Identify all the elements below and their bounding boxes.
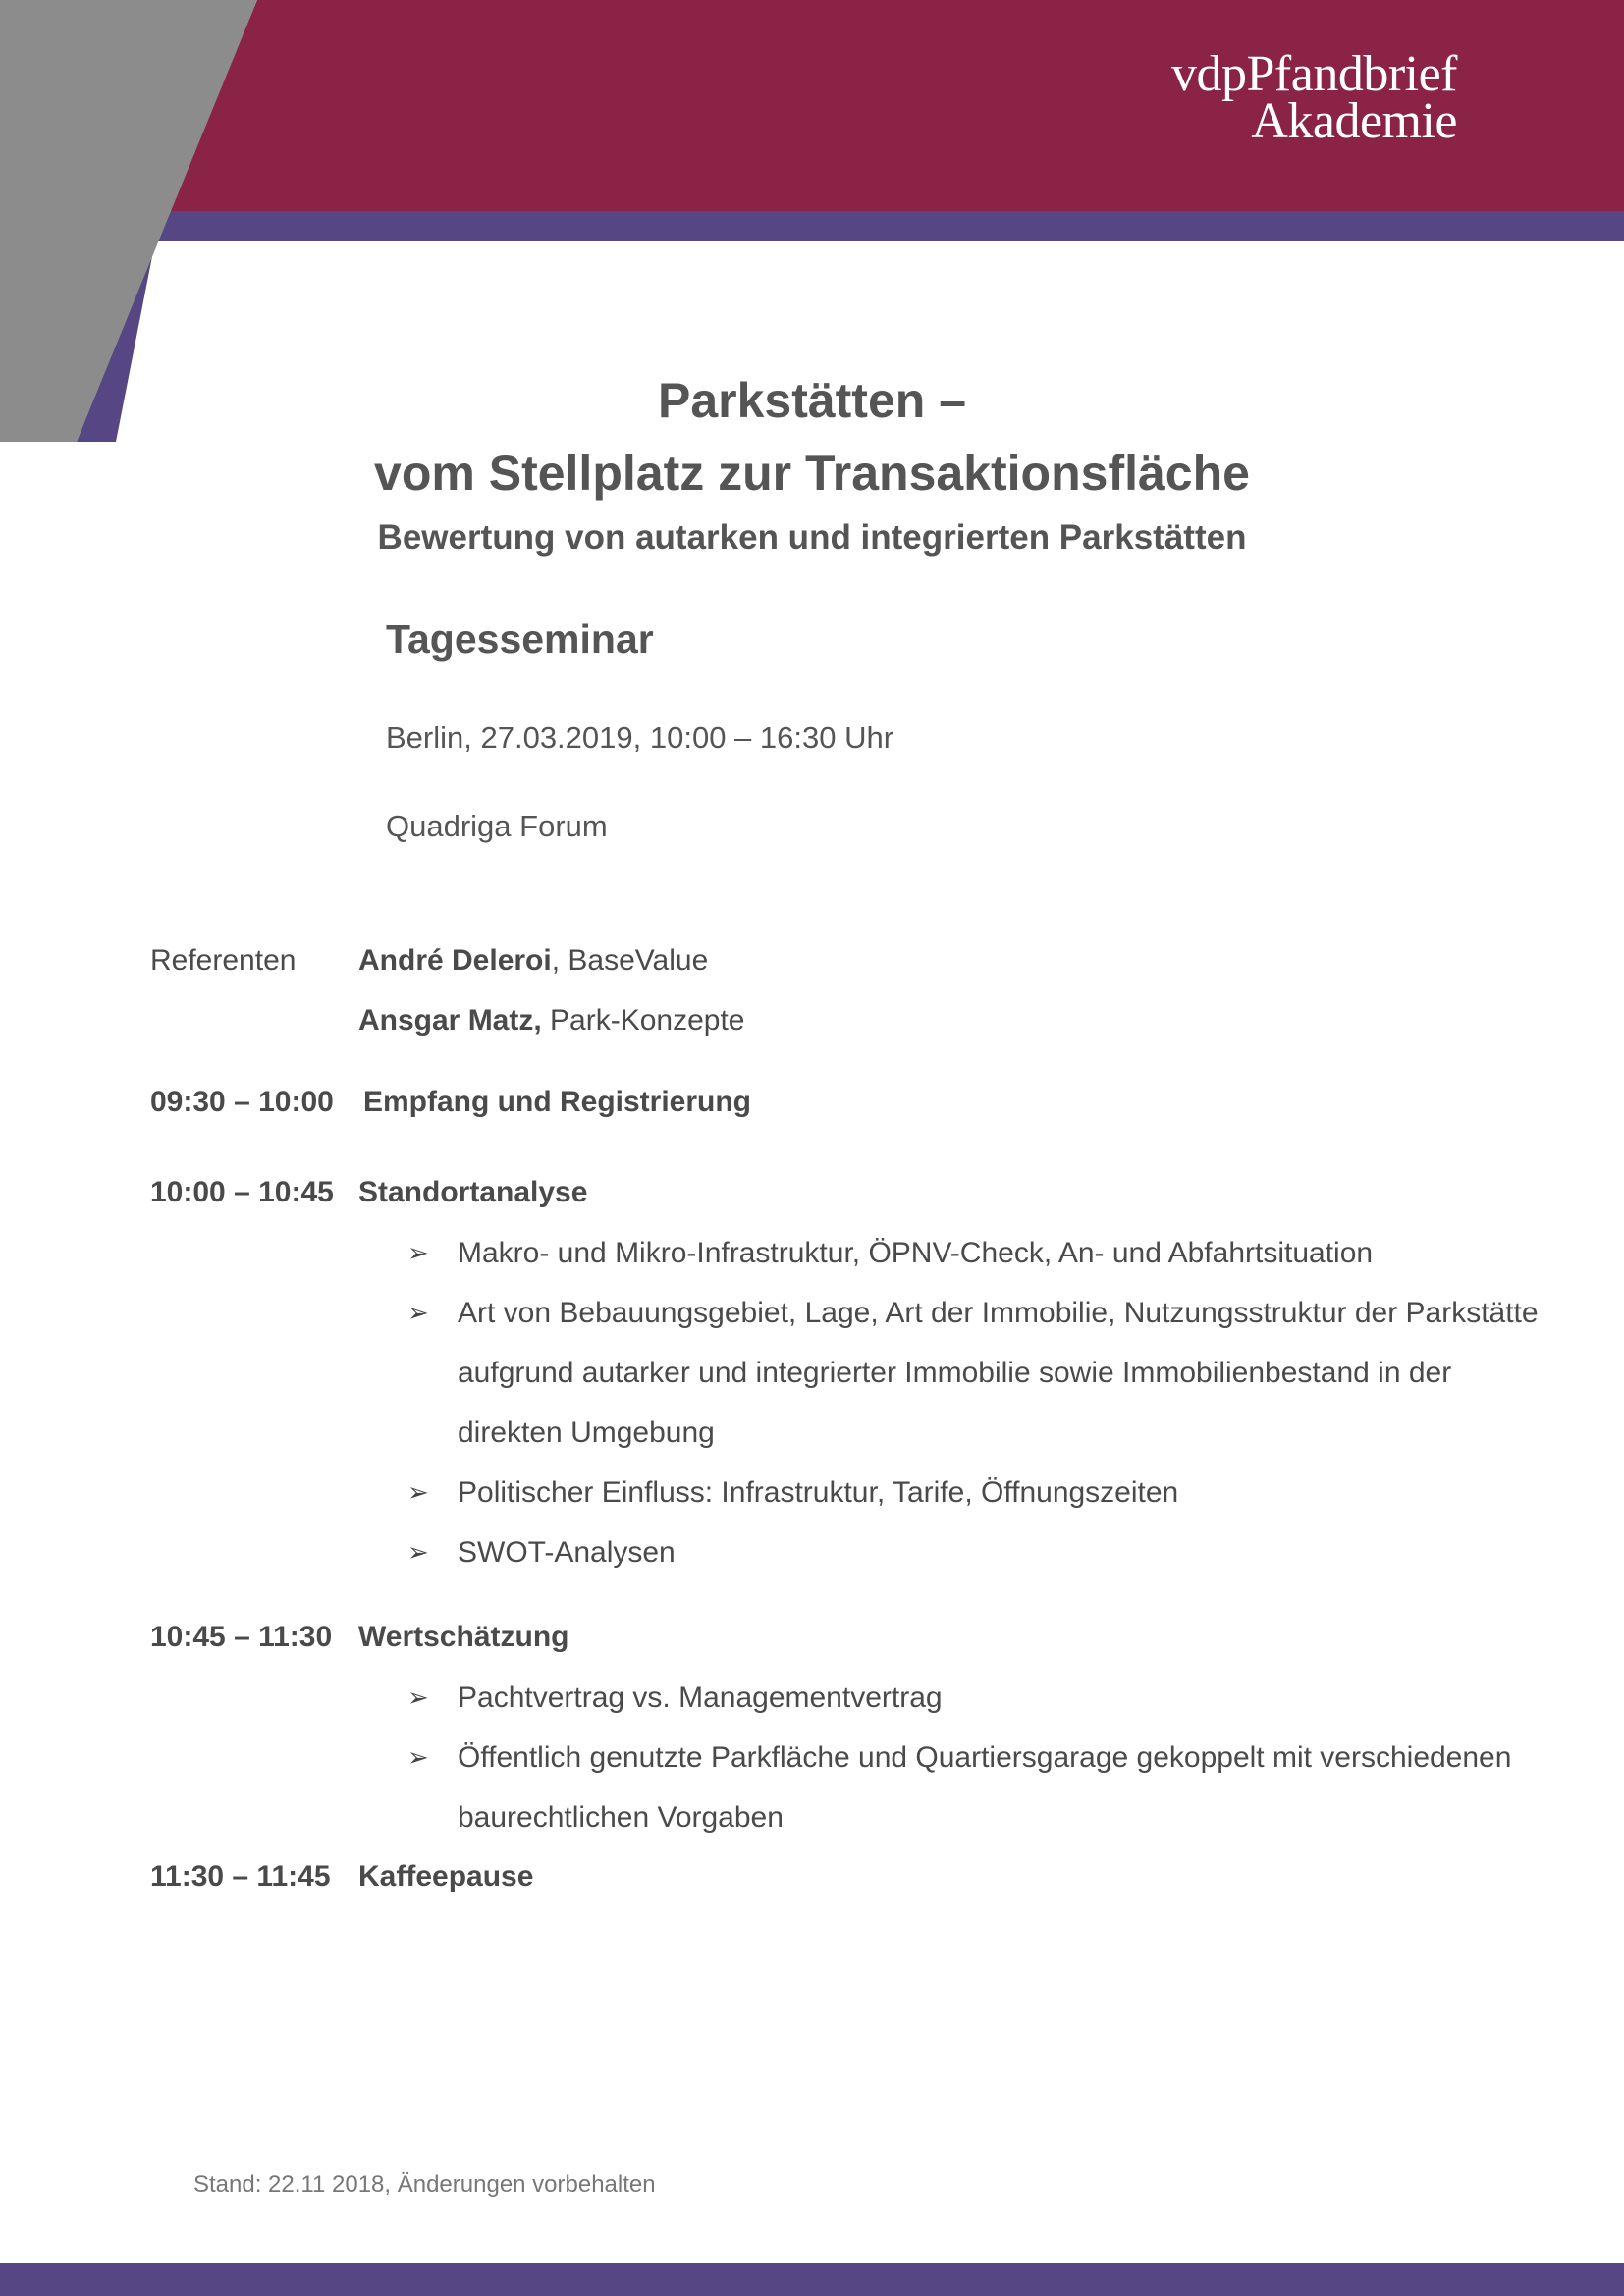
subtitle: Bewertung von autarken und integrierten Parkstätten	[377, 518, 1247, 557]
seminar-type: Tagesseminar	[386, 616, 654, 662]
arrow-bullet-icon: ➢	[407, 1238, 429, 1267]
list-item	[407, 1728, 1616, 1847]
bullet-text: Politischer Einfluss: Infrastruktur, Tarife, Öffnungszeiten	[458, 1476, 1179, 1509]
bullet-text: Pachtvertrag vs. Managementvertrag	[458, 1682, 943, 1714]
seminar-date-time: Berlin, 27.03.2019, 10:00 – 16:30 Uhr	[386, 721, 894, 755]
bullet-text-line: Öffentlich genutzte Parkfläche und Quartiersgarage gekoppelt mit verschiedenen	[458, 1741, 1512, 1774]
list-item	[407, 1522, 1616, 1582]
program-title: Kaffeepause	[358, 1860, 534, 1893]
wertschaetzung-bullets	[407, 1668, 1616, 1847]
program-time: 10:45 – 11:30	[150, 1621, 333, 1653]
bullet-text-line: direkten Umgebung	[458, 1416, 715, 1449]
arrow-bullet-icon: ➢	[407, 1682, 429, 1712]
arrow-bullet-icon: ➢	[407, 1477, 429, 1507]
bullet-text-line: aufgrund autarker und integrierter Immobilie sowie Immobilienbestand in der	[458, 1357, 1452, 1389]
speaker-2-org: Park-Konzepte	[541, 1004, 745, 1037]
speaker-1-name: André Deleroi	[358, 944, 552, 977]
list-item	[407, 1283, 1616, 1463]
standortanalyse-bullets	[407, 1223, 1616, 1582]
title-block	[0, 365, 1624, 565]
speakers-label: Referenten	[150, 944, 297, 977]
title-line-2: vom Stellplatz zur Transaktionsfläche	[374, 446, 1250, 501]
bullet-text-line: Art von Bebauungsgebiet, Lage, Art der Immobilie, Nutzungsstruktur der Parkstätte	[458, 1297, 1539, 1329]
program-time: 11:30 – 11:45	[150, 1860, 331, 1893]
list-item	[407, 1463, 1616, 1522]
program-title: Empfang und Registrierung	[363, 1086, 752, 1118]
program-title: Standortanalyse	[358, 1176, 588, 1208]
arrow-bullet-icon: ➢	[407, 1742, 429, 1772]
seminar-venue: Quadriga Forum	[386, 809, 608, 843]
footer-bar	[0, 2263, 1624, 2296]
speaker-1	[358, 944, 708, 978]
speaker-1-org: , BaseValue	[551, 944, 709, 977]
logo-line-2: Akademie	[1251, 93, 1457, 149]
academy-logo	[1171, 46, 1457, 149]
arrow-bullet-icon: ➢	[407, 1537, 429, 1567]
program-time: 10:00 – 10:45	[150, 1176, 334, 1208]
speaker-2	[358, 1004, 744, 1038]
program-title: Wertschätzung	[358, 1621, 569, 1653]
seminar-info	[386, 616, 894, 843]
program-time: 09:30 – 10:00	[150, 1086, 334, 1118]
footer-note: Stand: 22.11 2018, Änderungen vorbehalten	[193, 2171, 656, 2198]
bullet-text-line: baurechtlichen Vorgaben	[458, 1801, 784, 1834]
list-item	[407, 1668, 1616, 1728]
title-line-1: Parkstätten –	[657, 373, 967, 428]
list-item	[407, 1223, 1616, 1283]
bullet-text: Makro- und Mikro-Infrastruktur, ÖPNV-Check, An- und Abfahrtsituation	[458, 1237, 1374, 1269]
speaker-2-name: Ansgar Matz,	[358, 1004, 542, 1037]
arrow-bullet-icon: ➢	[407, 1298, 429, 1327]
bullet-text: SWOT-Analysen	[458, 1536, 676, 1569]
logo-line-1: vdpPfandbrief	[1171, 46, 1457, 102]
